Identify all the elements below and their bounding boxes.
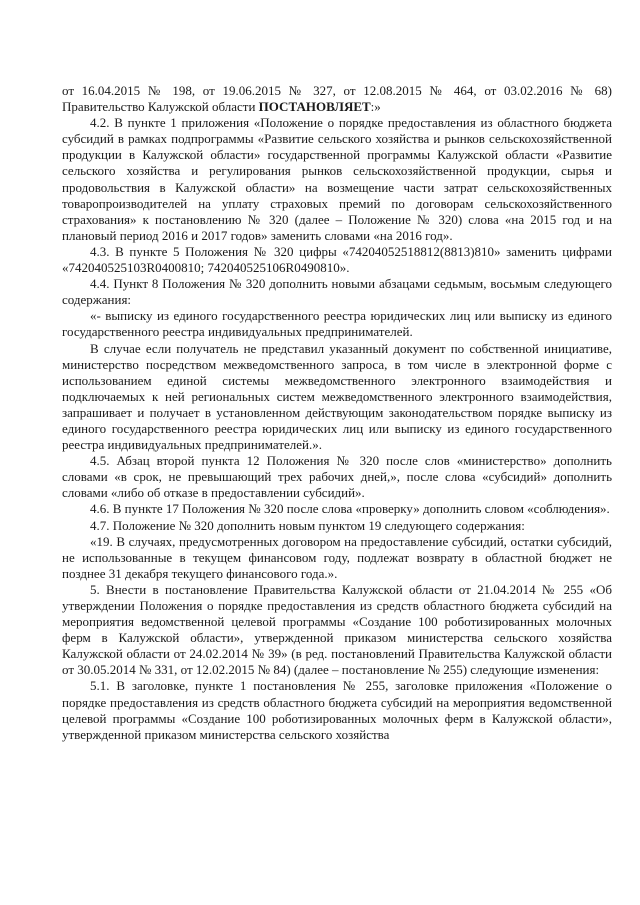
- document-page: [62, 83, 612, 743]
- resolves-keyword: ПОСТАНОВЛЯЕТ: [258, 99, 371, 115]
- paragraph-4-4-extract: «- выписку из единого государственного реестра юридических лиц или выписку из единого государственного реестра индивидуальных предпринимателей.: [62, 308, 612, 340]
- paragraph-4-4: 4.4. Пункт 8 Положения № 320 дополнить новыми абзацами седьмым, восьмым следующего содержания:: [62, 276, 612, 308]
- paragraph-4-6: 4.6. В пункте 17 Положения № 320 после слова «проверку» дополнить словом «соблюдения».: [90, 501, 610, 517]
- paragraph-resolution-intro: [62, 83, 612, 115]
- paragraph-5-1: 5.1. В заголовке, пункте 1 постановления № 255, заголовке приложения «Положение о порядке предоставления из средств областного бюджета субсидий на мероприятия ведомственной целевой программы «Создание 100 роботизированных молочных ферм в Калужской области», утвержденной приказом министерства сельского хозяйства: [62, 678, 612, 742]
- paragraph-4-4-request: В случае если получатель не представил указанный документ по собственной инициативе, министерство посредством межведомственного запроса, в том числе в электронной форме с использованием единой системы межведомственного электронного взаимодействия и подключаемых к ней региональных систем межведомственного электронного взаимодействия, запрашивает и получает в установленном действующим законодательством порядке выписку из единого государственного реестра юридических лиц или выписку из единого государственного реестра индивидуальных предпринимателей.».: [62, 340, 612, 453]
- paragraph-text: :»: [370, 99, 381, 115]
- paragraph-4-7: 4.7. Положение № 320 дополнить новым пунктом 19 следующего содержания:: [90, 517, 525, 533]
- paragraph-4-3: 4.3. В пункте 5 Положения № 320 цифры «74204052518812(8813)810» заменить цифрами «742040525103R0400810; 742040525106R0490810».: [62, 243, 612, 276]
- paragraph-text: от 16.04.2015 № 198, от 19.06.2015 № 327, от 12.08.2015 № 464, от 03.02.2016 № 68) Правительство Калужской области: [62, 83, 612, 115]
- paragraph-4-7-clause-19: «19. В случаях, предусмотренных договором на предоставление субсидий, остатки субсидий, не использованные в текущем финансовом году, подлежат возврату в областной бюджет не позднее 31 декабря текущего финансового года.».: [62, 533, 612, 581]
- paragraph-4-5: 4.5. Абзац второй пункта 12 Положения № 320 после слов «министерство» дополнить словами «в срок, не превышающий трех рабочих дней,», после слова «субсидий» дополнить словами «либо об отказе в предоставлении субсидий».: [62, 453, 612, 501]
- paragraph-5: 5. Внести в постановление Правительства Калужской области от 21.04.2014 № 255 «Об утверждении Положения о порядке предоставления из средств областного бюджета субсидий на мероприятия ведомственной целевой программы «Создание 100 роботизированных молочных ферм в Калужской области», утвержденной приказом министерства сельского хозяйства Калужской области от 24.02.2014 № 39» (в ред. постановлений Правительства Калужской области от 30.05.2014 № 331, от 12.02.2015 № 84) (далее – постановление № 255) следующие изменения:: [62, 581, 612, 678]
- paragraph-4-2: 4.2. В пункте 1 приложения «Положение о порядке предоставления из областного бюджета субсидий в рамках подпрограммы «Развитие сельского хозяйства и рынков сельскохозяйственной продукции в Калужской области» государственной программы Калужской области «Развитие сельского хозяйства и регулирования рынков сельскохозяйственной продукции, сырья и продовольствия в Калужской области» на возмещение части затрат сельскохозяйственных товаропроизводителей на уплату страховых премий по договорам сельскохозяйственного страхования» к постановлению № 320 (далее – Положение № 320) слова «на 2015 год и на плановый период 2016 и 2017 годов» заменить словами «на 2016 год».: [62, 115, 612, 243]
